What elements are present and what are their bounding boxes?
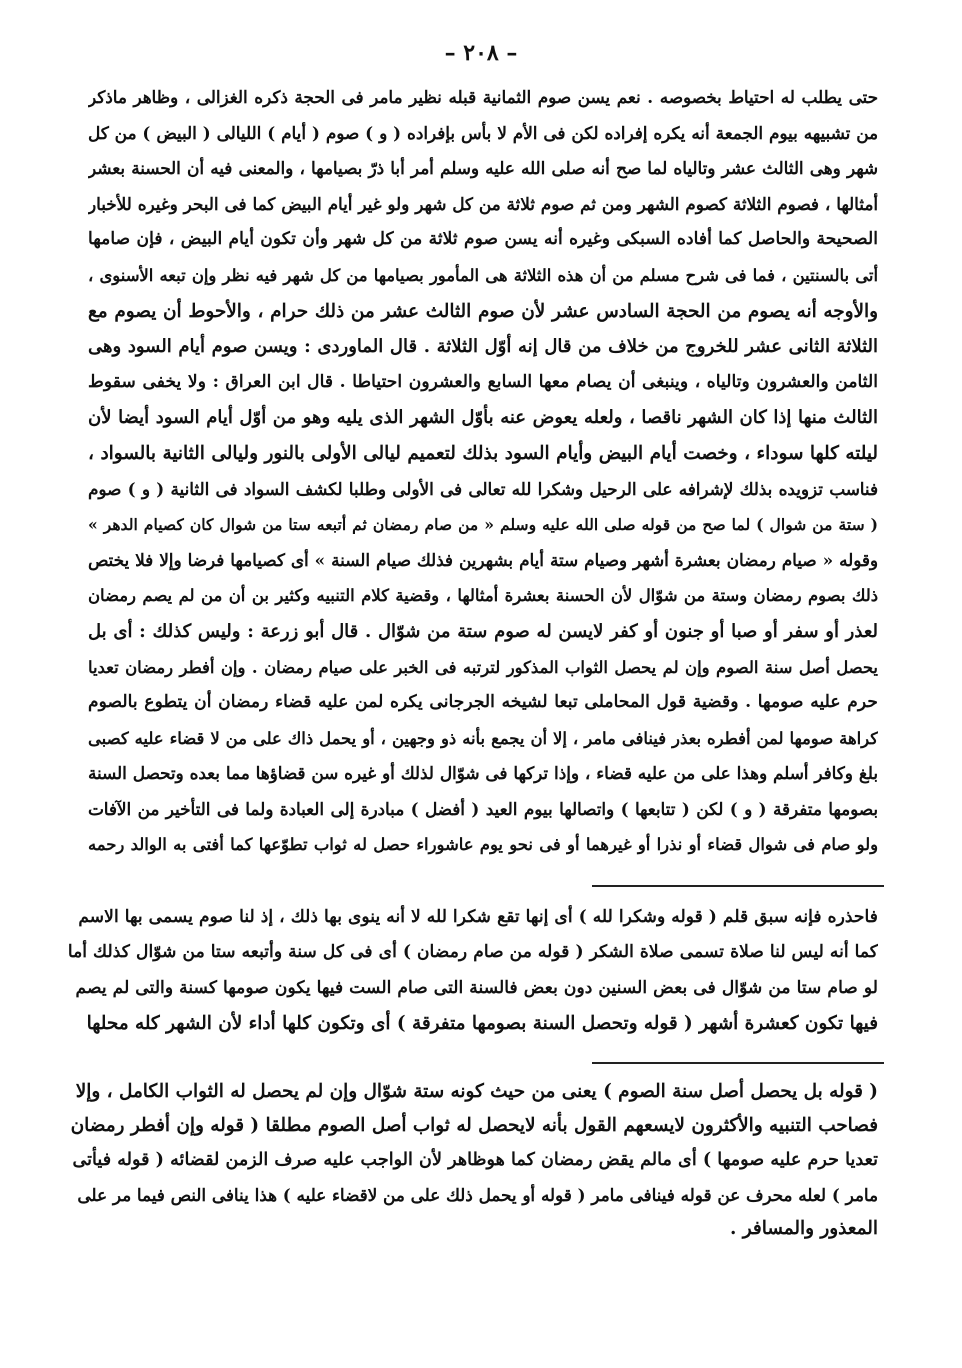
text-line: ذلك بصوم رمضان وستة من شوّال لأن الحسنة بعشرة أمثالها ، وقضية كلام التنبيه وكثير بن أن من لم يصم رمضان <box>88 586 878 606</box>
footnote-divider <box>592 885 884 887</box>
footnote-block-2 <box>66 1075 878 1246</box>
text-line: ( ستة من شوال ) لما صح من قوله صلى الله عليه وسلم « من صام رمضان ثم أتبعه ستا من شوال كان كصيام الدهر » <box>88 515 878 535</box>
text-line: حتى يطلب له احتياط بخصوصه . نعم يسن صوم الثمانية قبله نظير مامر فى الحجة ذكره الغزالى ، وظاهر ماذكر <box>88 87 878 107</box>
text-line: لعذر أو سفر أو صبا أو جنون أو كفر لايسن له صوم ستة من شوّال . قال أبو زرعة : وليس كذلك : أى بل <box>88 620 878 642</box>
text-line: يحصل أصل سنة الصوم وإن لم يحصل الثواب المذكور لترتبه فى الخبر على صيام رمضان . وإن أفطر رمضان تعديا <box>88 657 878 677</box>
text-line: كراهة صومها لمن أفطره بعذر فينافى مامر ، إلا أن يجمع بأنه ذو وجهين ، أو يحمل ذاك على من لا قضاء عليه كصبى <box>88 728 878 748</box>
text-line: ولو صام فى شوال قضاء أو نذرا أو غيرهما أو فى نحو يوم عاشوراء حصل له ثواب تطوّعها كما أفتى به الوالد رحمه <box>88 835 878 855</box>
text-line: أمثالها ، فصوم الثلاثة كصوم الشهر ومن ثم صوم ثلاثة من كل شهر ولو غير أيام البيض كما فى البحر وغيره للأخبار <box>88 193 878 214</box>
text-line: شهر وهى الثالث عشر وتالياه لما صح أنه صلى الله عليه وسلم أمر أبا ذرّ بصيامها ، والمعنى فيه أن الحسنة بعشر <box>88 158 878 179</box>
footnote-line: ( قوله بل يحصل أصل سنة الصوم ) يعنى من حيث كونه ستة شوّال وإن لم يحصل له الثواب الكامل ، وإلا <box>75 1081 878 1102</box>
footnote-line: المعذور والمسافر . <box>729 1217 878 1239</box>
footnote-line: مامر ) لعله محرف عن قوله فينافى مامر ( قوله أو يحمل ذلك على من لاقضاء عليه ) هذا ينافى النص فيما مر على <box>77 1184 878 1205</box>
footnote-line: فصاحب التنبيه والأكثرون لايسعهم القول بأنه لايحصل له ثواب أصل الصوم مطلقا ( قوله وإن أفطر رمضان <box>70 1115 878 1137</box>
footnote-line: فيها تكون كعشرة أشهر ( قوله وتحصل السنة بصومها متفرقة ) أى وتكون كلها أداء لأن الشهر كله محلها <box>86 1012 878 1034</box>
text-line: الثامن والعشرون وتالياه ، وينبغى أن يصام معها السابع والعشرون احتياطا . قال ابن العراق : ولا يخفى سقوط <box>88 371 878 392</box>
text-line: من تشبيهه بيوم الجمعة أنه يكره إفراده لكن فى الأم لا بأس بإفراده ( و ) صوم ( أيام ) الليالى ( البيض ) من كل <box>88 122 878 143</box>
text-line: والأوجه أنه يصوم من الحجة السادس عشر لأن صوم الثالث عشر من ذلك حرام ، والأحوط أن يصوم مع <box>88 300 878 322</box>
text-line: الصحيحة والحاصل كما أفاده السبكى وغيره أنه يسن صوم ثلاثة من كل شهر وأن تكون أيام البيض ، فإن صامها <box>88 229 878 250</box>
main-text-body <box>88 80 878 863</box>
page-number: – ٢٠٨ – <box>444 40 518 66</box>
text-line: بلغ وكافر أسلم وهذا على من عليه قضاء ، وإذا تركها فى شوّال لذلك أو غيره سن قضاؤها مما بعده وتحصل السنة <box>88 763 878 784</box>
text-line: وقوله « صيام رمضان بعشرة أشهر وصيام ستة أيام بشهرين فذلك صيام السنة » أى كصيامها فرضا وإلا فلا يختص <box>88 549 878 570</box>
footnote-divider <box>592 1062 884 1064</box>
text-line: الثالث منها إذا كان الشهر ناقصا ، ولعله يعوض عنه بأوّل الشهر الذى يليه وهو من أوّل أيام السود أيضا لأن <box>88 407 878 429</box>
text-line: بصومها متفرقة ( و ) لكن ( تتابعها ) واتصالها بيوم العيد ( أفضل ) مبادرة إلى العبادة ولما فى التأخير من الآفات <box>88 798 878 819</box>
footnote-line: لو صام ستا من شوّال فى بعض السنين دون بعض فالسنة التى صام الست فيها يكون صومها كسنة والتى لم يصم <box>75 977 878 998</box>
footnote-line: كما أنه ليس لنا صلاة تسمى صلاة الشكر ( قوله من صام رمضان ) أى فى كل سنة وأتبعه ستا من شوّال كذلك أما <box>67 942 878 963</box>
footnote-line: تعديا حرم عليه صومها ) أى مالم يقض رمضان كما هوظاهر لأن الواجب عليه صرف الزمن لقضائه ( قوله فيأتى <box>72 1149 878 1171</box>
footnote-line: فاحذره فإنه سبق قلم ( قوله وشكرا لله ) أى إنها تقع شكرا لله لا أنه ينوى بها ذلك ، إذ لنا صوم يسمى بها الاسم <box>78 907 878 927</box>
text-line: ليلته كلها سوداء ، وخصت أيام البيض وأيام السود بذلك لتعميم ليالى الأولى بالنور وليالى الثانية بالسواد ، <box>88 442 878 464</box>
footnote-block-1 <box>66 900 878 1041</box>
text-line: حرم عليه صومها . وقضية قول المحاملى تبعا لشيخه الجرجانى يكره لمن عليه قضاء رمضان أن يتطوع بالصوم <box>88 692 878 713</box>
text-line: فناسب تزويده بذلك لإشرافه على الرحيل وشكرا لله تعالى فى الأولى وطلبا لكشف السواد فى الثانية ( و ) صوم <box>88 478 878 499</box>
text-line: أتى بالسنتين ، فما فى شرح مسلم من أن هذه الثلاثة هى المأمور بصيامها من كل شهر فيه نظر وإن تبعه الأسنوى ، <box>88 265 878 285</box>
text-line: الثلاثة الثانى عشر للخروج من خلاف من قال إنه أوّل الثلاثة . قال الماوردى : ويسن صوم أيام السود وهى <box>88 336 878 358</box>
